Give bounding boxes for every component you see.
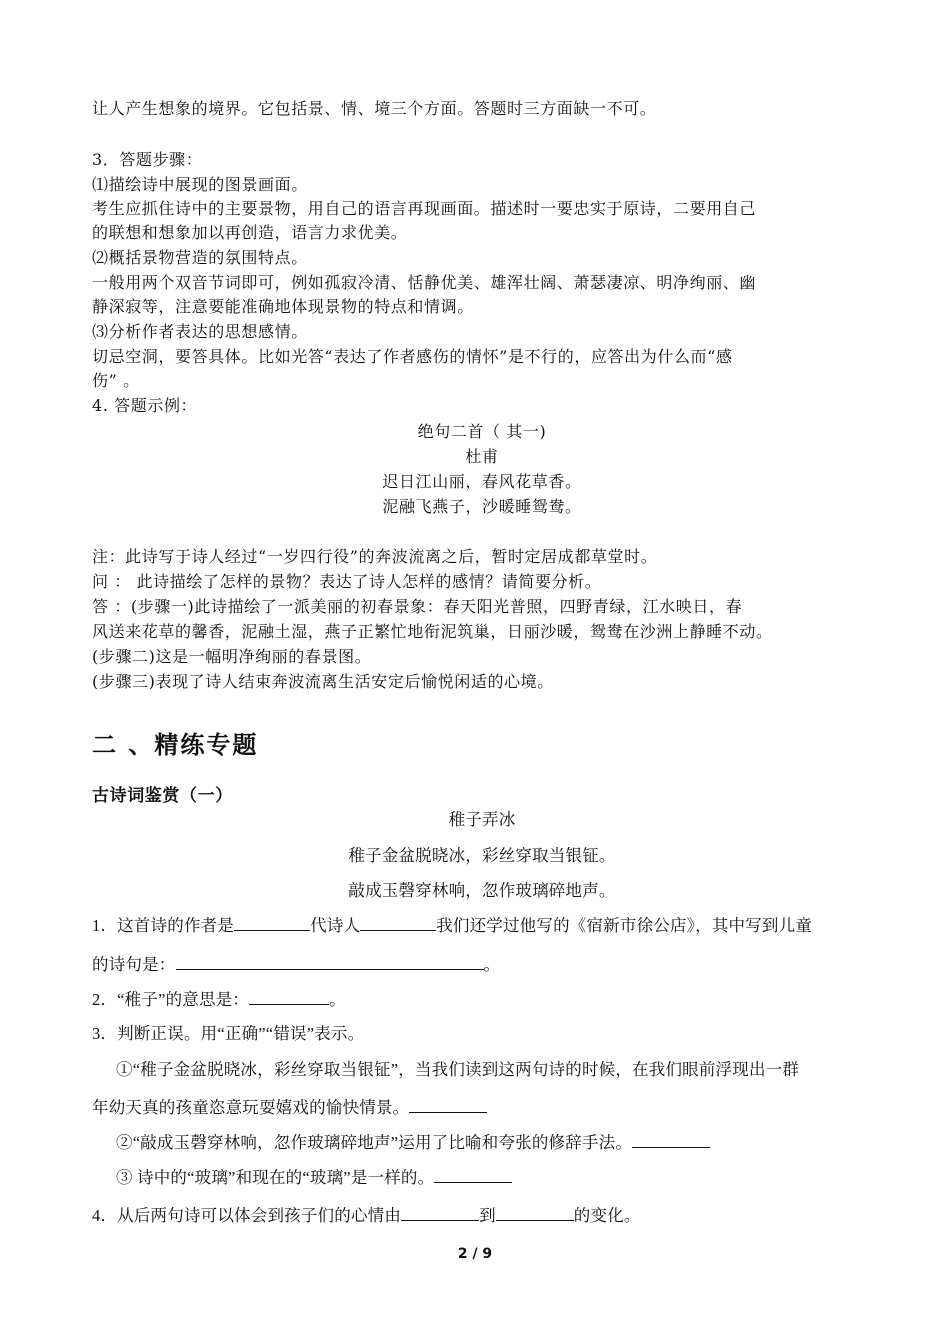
example-answer-1: 答 ：(步骤一)此诗描绘了一派美丽的初春景象：春天阳光普照，四野青绿，江水映日，春 bbox=[92, 597, 743, 616]
step1-body-2: 的联想和想象加以再创造，语言力求优美。 bbox=[92, 223, 408, 242]
step3-title: ⑶分析作者表达的思想感情。 bbox=[92, 322, 308, 341]
q1-text-d: 的诗句是： bbox=[92, 955, 176, 974]
q1-text-e: 。 bbox=[483, 955, 501, 974]
step3-body-2: 伤” 。 bbox=[92, 371, 140, 390]
q1-text-a: 1．这首诗的作者是 bbox=[92, 916, 235, 935]
q3-1-blank[interactable] bbox=[409, 1096, 487, 1113]
question-3-1-cont bbox=[92, 1096, 487, 1120]
example-answer-2: 风送来花草的馨香，泥融土湿，燕子正繁忙地衔泥筑巢，日丽沙暖，鸳鸯在沙洲上静睡不动。 bbox=[92, 622, 773, 641]
question-1 bbox=[92, 914, 812, 938]
question-3-3 bbox=[116, 1166, 512, 1190]
exercise-poem-line1: 稚子金盆脱晓冰，彩丝穿取当银钲。 bbox=[348, 846, 616, 865]
q1-blank-lines[interactable] bbox=[176, 953, 484, 970]
question-3-2 bbox=[116, 1131, 710, 1155]
q2-text-b: 。 bbox=[329, 990, 346, 1009]
section-heading: 二 、精练专题 bbox=[92, 731, 259, 759]
example-note: 注：此诗写于诗人经过“一岁四行役”的奔波流离之后，暂时定居成都草堂时。 bbox=[92, 547, 658, 566]
q1-blank-poet[interactable] bbox=[360, 914, 436, 931]
example-poem-author: 杜甫 bbox=[465, 447, 499, 466]
step2-title: ⑵概括景物营造的氛围特点。 bbox=[92, 248, 308, 267]
question-4 bbox=[92, 1204, 641, 1228]
q2-blank[interactable] bbox=[249, 988, 329, 1005]
q2-text-a: 2．“稚子”的意思是： bbox=[92, 990, 250, 1009]
question-2 bbox=[92, 988, 346, 1012]
q1-text-c: 我们还学过他写的《宿新市徐公店》，其中写到儿童 bbox=[436, 916, 813, 935]
step3-body-1: 切忌空洞，要答具体。比如光答“表达了作者感伤的情怀”是不行的，应答出为什么而“感 bbox=[92, 347, 733, 366]
steps-title: 3．答题步骤： bbox=[92, 150, 203, 169]
example-poem-line2: 泥融飞燕子，沙暖睡鸳鸯。 bbox=[382, 497, 582, 516]
step1-body-1: 考生应抓住诗中的主要景物，用自己的语言再现画面。描述时一要忠实于原诗，二要用自己 bbox=[92, 199, 757, 218]
exercise-poem-title: 稚子弄冰 bbox=[448, 810, 516, 829]
q3-2-blank[interactable] bbox=[632, 1131, 710, 1148]
example-title: 4. 答题示例： bbox=[92, 396, 198, 415]
step2-body-2: 静深寂等，注意要能准确地体现景物的特点和情调。 bbox=[92, 297, 474, 316]
question-3: 3．判断正误。用“正确”“错误”表示。 bbox=[92, 1024, 365, 1043]
q1-blank-dynasty[interactable] bbox=[234, 914, 310, 931]
q3-3-text: ③ 诗中的“玻璃”和现在的“玻璃”是一样的。 bbox=[116, 1168, 435, 1187]
question-1-cont bbox=[92, 953, 500, 977]
example-poem-line1: 迟日江山丽，春风花草香。 bbox=[382, 472, 582, 491]
example-poem-title: 绝句二首（ 其一) bbox=[417, 422, 547, 441]
q1-text-b: 代诗人 bbox=[310, 916, 361, 935]
intro-tail: 让人产生想象的境界。它包括景、情、境三个方面。答题时三方面缺一不可。 bbox=[92, 99, 657, 118]
q4-blank-to[interactable] bbox=[496, 1204, 574, 1221]
q3-1-text: 年幼天真的孩童恣意玩耍嬉戏的愉快情景。 bbox=[92, 1098, 410, 1117]
step1-title: ⑴描绘诗中展现的图景画面。 bbox=[92, 175, 308, 194]
page-number: 2 / 9 bbox=[457, 1246, 493, 1262]
question-3-1: ①“稚子金盆脱晓冰，彩丝穿取当银钲”，当我们读到这两句诗的时候，在我们眼前浮现出一群 bbox=[116, 1060, 800, 1079]
q4-text-b: 到 bbox=[479, 1206, 496, 1225]
example-answer-4: (步骤三)表现了诗人结束奔波流离生活安定后愉悦闲适的心境。 bbox=[92, 672, 554, 691]
q3-2-text: ②“敲成玉磬穿林响，忽作玻璃碎地声”运用了比喻和夸张的修辞手法。 bbox=[116, 1133, 633, 1152]
example-answer-3: (步骤二)这是一幅明净绚丽的春景图。 bbox=[92, 647, 372, 666]
q4-text-c: 的变化。 bbox=[573, 1206, 641, 1225]
q3-3-blank[interactable] bbox=[434, 1166, 512, 1183]
q4-blank-from[interactable] bbox=[401, 1204, 479, 1221]
exercise-poem-line2: 敲成玉磬穿林响，忽作玻璃碎地声。 bbox=[348, 881, 616, 900]
section-subheading: 古诗词鉴赏（一） bbox=[92, 786, 233, 806]
example-question: 问 ： 此诗描绘了怎样的景物？表达了诗人怎样的感情？请简要分析。 bbox=[92, 572, 602, 591]
step2-body-1: 一般用两个双音节词即可，例如孤寂冷清、恬静优美、雄浑壮阔、萧瑟凄凉、明净绚丽、幽 bbox=[92, 273, 757, 292]
q4-text-a: 4．从后两句诗可以体会到孩子们的心情由 bbox=[92, 1206, 402, 1225]
